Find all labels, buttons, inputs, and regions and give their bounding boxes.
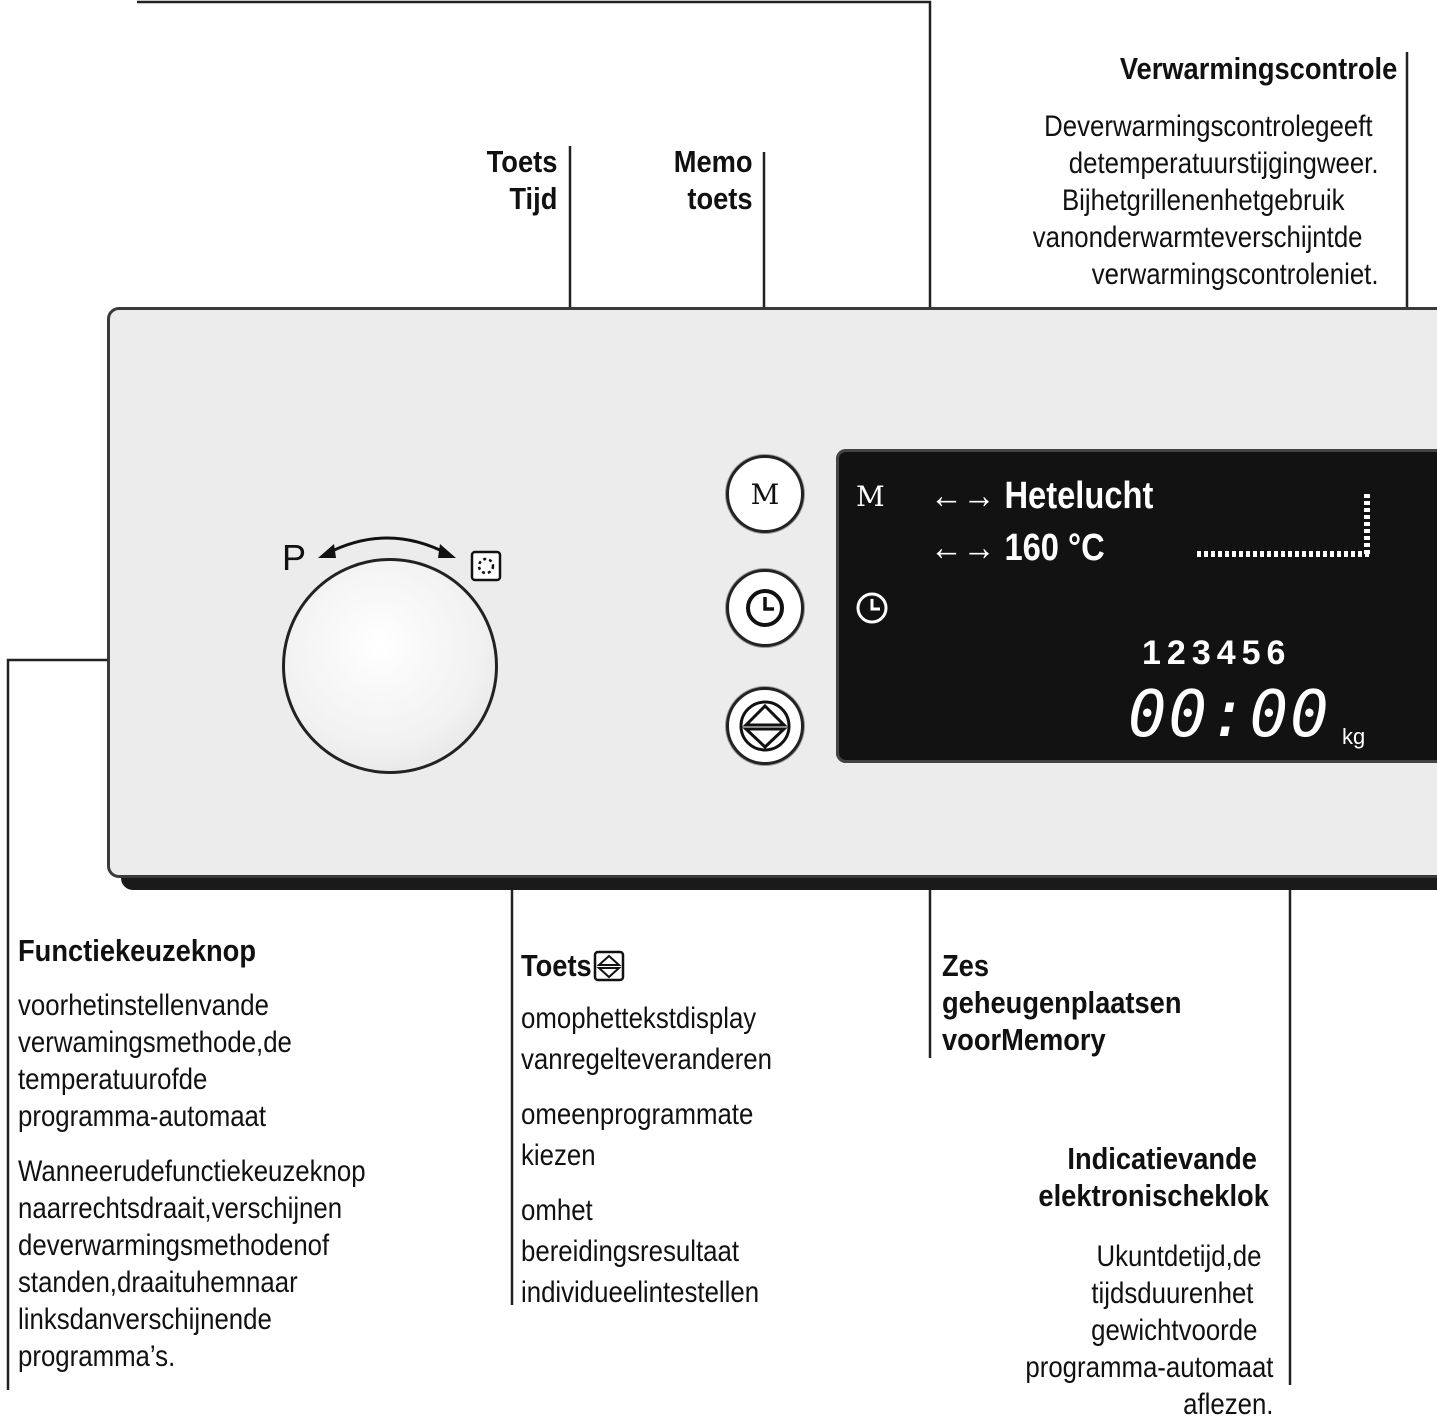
text-line: bereidingsresultaat (521, 1235, 740, 1268)
text-line: Wanneerudefunctiekeuzeknop (18, 1155, 366, 1188)
label-line: Zes (942, 948, 990, 983)
display-row-1-arrows: ←→ (930, 475, 996, 517)
toets-arrow-para-2 (521, 1096, 813, 1174)
text-line: vanonderwarmteverschijntde (1033, 221, 1363, 254)
text-line: Deverwarmingscontrolegeeft (1044, 110, 1373, 143)
heating-control-bar (1195, 490, 1375, 560)
text-line: tijdsduurenhet (1090, 1277, 1253, 1310)
arrow-select-button[interactable] (726, 687, 804, 765)
display-row-2-arrows: ←→ (930, 527, 996, 569)
function-selector-knob[interactable] (282, 558, 498, 774)
label-line: geheugenplaatsen (942, 985, 1182, 1020)
display-clock-icon (854, 590, 890, 626)
toets-tijd-label (477, 143, 557, 217)
label-line: Toets (486, 144, 557, 179)
toets-arrow-callout (521, 947, 813, 1311)
knob-p-label: P (282, 537, 307, 578)
text-line: omophettekstdisplay (521, 1002, 757, 1035)
label-line: voorMemory (942, 1022, 1106, 1057)
rotate-arrow-icon (312, 526, 462, 562)
display-memo-indicator: M (856, 480, 885, 513)
clock-icon (743, 586, 787, 630)
zes-geheugen-callout (942, 947, 1214, 1058)
functiekeuzeknop-title: Functiekeuzeknop (18, 933, 256, 968)
text-line: verwamingsmethode,de (18, 1026, 292, 1059)
display-row-2 (930, 528, 1105, 568)
text-line: vanregelteveranderen (521, 1043, 773, 1076)
label-line: Indicatievande (1067, 1141, 1257, 1176)
automatic-program-icon (470, 550, 502, 582)
up-down-arrow-icon (593, 950, 625, 982)
toets-arrow-para-3 (521, 1192, 813, 1311)
memo-button[interactable] (726, 455, 804, 533)
time-button[interactable] (726, 569, 804, 647)
text-line: verwarmingscontroleniet. (1092, 258, 1379, 291)
text-line: omeenprogrammate (521, 1098, 754, 1131)
text-line: aflezen. (1182, 1388, 1273, 1421)
text-line: Ukuntdetijd,de (1096, 1240, 1261, 1273)
label-line: Memo (674, 144, 753, 179)
toets-arrow-title: Toets (521, 948, 592, 983)
memo-button-label: M (750, 477, 780, 511)
text-line: programma-automaat (1024, 1351, 1273, 1384)
label-line: toets (687, 181, 753, 216)
text-line: temperatuurofde (18, 1063, 208, 1096)
text-line: programma’s. (18, 1340, 176, 1373)
klok-title (1007, 1140, 1269, 1214)
display-time-readout: 00:00 (1128, 678, 1331, 752)
klok-description (985, 1238, 1273, 1423)
text-line: individueelintestellen (521, 1276, 760, 1309)
memo-toets-label (663, 143, 753, 217)
display-row-1-text: Hetelucht (1004, 475, 1154, 517)
text-line: programma-automaat (18, 1100, 267, 1133)
text-line: standen,draaituhemnaar (18, 1266, 298, 1299)
text-line: detemperatuurstijgingweer. (1069, 147, 1379, 180)
label-line: elektronischeklok (1038, 1178, 1269, 1213)
text-line: deverwarmingsmethodenof (18, 1229, 330, 1262)
display-row-2-text: 160 °C (1004, 527, 1105, 569)
functiekeuzeknop-para-2 (18, 1153, 422, 1375)
text-line: voorhetinstellenvande (18, 989, 270, 1022)
verwarmingscontrole-title: Verwarmingscontrole (1119, 51, 1397, 86)
toets-arrow-title-row (521, 947, 813, 984)
display-row-1 (930, 476, 1153, 516)
text-line: linksdanverschijnende (18, 1303, 272, 1336)
text-line: Bijhetgrillenenhetgebruik (1062, 184, 1345, 217)
display-memory-slots: 123456 (1142, 634, 1292, 672)
label-line: Tijd (508, 181, 557, 216)
text-line: naarrechtsdraait,verschijnen (18, 1192, 343, 1225)
verwarmingscontrole-description (979, 108, 1379, 293)
text-line: gewichtvoorde (1090, 1314, 1257, 1347)
text-line: kiezen (521, 1139, 596, 1172)
functiekeuzeknop-callout (18, 932, 422, 1375)
display-unit-kg: kg (1342, 724, 1366, 749)
functiekeuzeknop-para-1 (18, 987, 422, 1135)
text-line: omhet (521, 1194, 593, 1227)
toets-arrow-para-1 (521, 1000, 813, 1078)
up-down-arrow-icon (738, 699, 792, 753)
